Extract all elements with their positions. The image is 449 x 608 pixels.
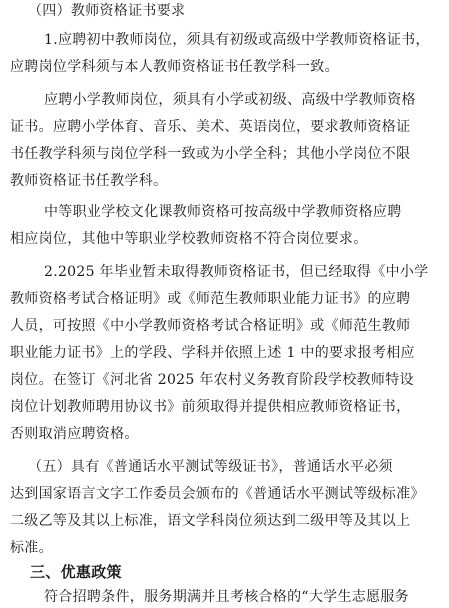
paragraph-line: 中等职业学校文化课教师资格可按高级中学教师资格应聘 [44,204,402,220]
paragraph-line: 2.2025 年毕业暂未取得教师资格证书，但已经取得《中小学 [44,264,429,280]
paragraph-line: 相应岗位，其他中等职业学校教师资格不符合岗位要求。 [10,231,368,247]
paragraph-line: 岗位计划教师聘用协议书》前须取得并提供相应教师资格证书， [10,399,411,415]
section-heading-preferential-policy: 三、优惠政策 [30,563,122,581]
paragraph-line: 教师资格考试合格证明》或《师范生教师职业能力证书》的应聘 [10,291,411,307]
paragraph-line: 符合招聘条件，服务期满并且考核合格的“大学生志愿服务 [44,589,409,605]
paragraph-line: 达到国家语言文字工作委员会颁布的《普通话水平测试等级标准》 [10,486,425,502]
section-heading-teacher-certificate: （四）教师资格证书要求 [28,3,186,19]
paragraph-line: 二级乙等及其以上标准，语文学科岗位须达到二级甲等及其以上 [10,513,411,529]
paragraph-line: 证书。应聘小学体育、音乐、美术、英语岗位，要求教师资格证 [10,119,411,135]
paragraph-line: 应聘小学教师岗位，须具有小学或初级、高级中学教师资格 [44,92,416,108]
paragraph-line: 教师资格证书任教学科。 [10,173,168,189]
section-heading-mandarin: （五）具有《普通话水平测试等级证书》，普通话水平必须 [28,459,393,475]
paragraph-line: 人员，可按照《中小学教师资格考试合格证明》或《师范生教师 [10,318,411,334]
paragraph-line: 职业能力证书》上的学段、学科并依照上述 1 中的要求报考相应 [10,345,415,361]
paragraph-line: 书任教学科须与岗位学科一致或为小学全科；其他小学岗位不限 [10,146,411,162]
paragraph-line: 1.应聘初中教师岗位，须具有初级或高级中学教师资格证书， [44,32,430,48]
paragraph-line: 否则取消应聘资格。 [10,426,139,442]
paragraph-line: 标准。 [10,540,53,556]
paragraph-line: 应聘岗位学科须与本人教师资格证书任教学科一致。 [10,59,339,75]
paragraph-line: 岗位。在签订《河北省 2025 年农村义务教育阶段学校教师特设 [10,372,414,388]
